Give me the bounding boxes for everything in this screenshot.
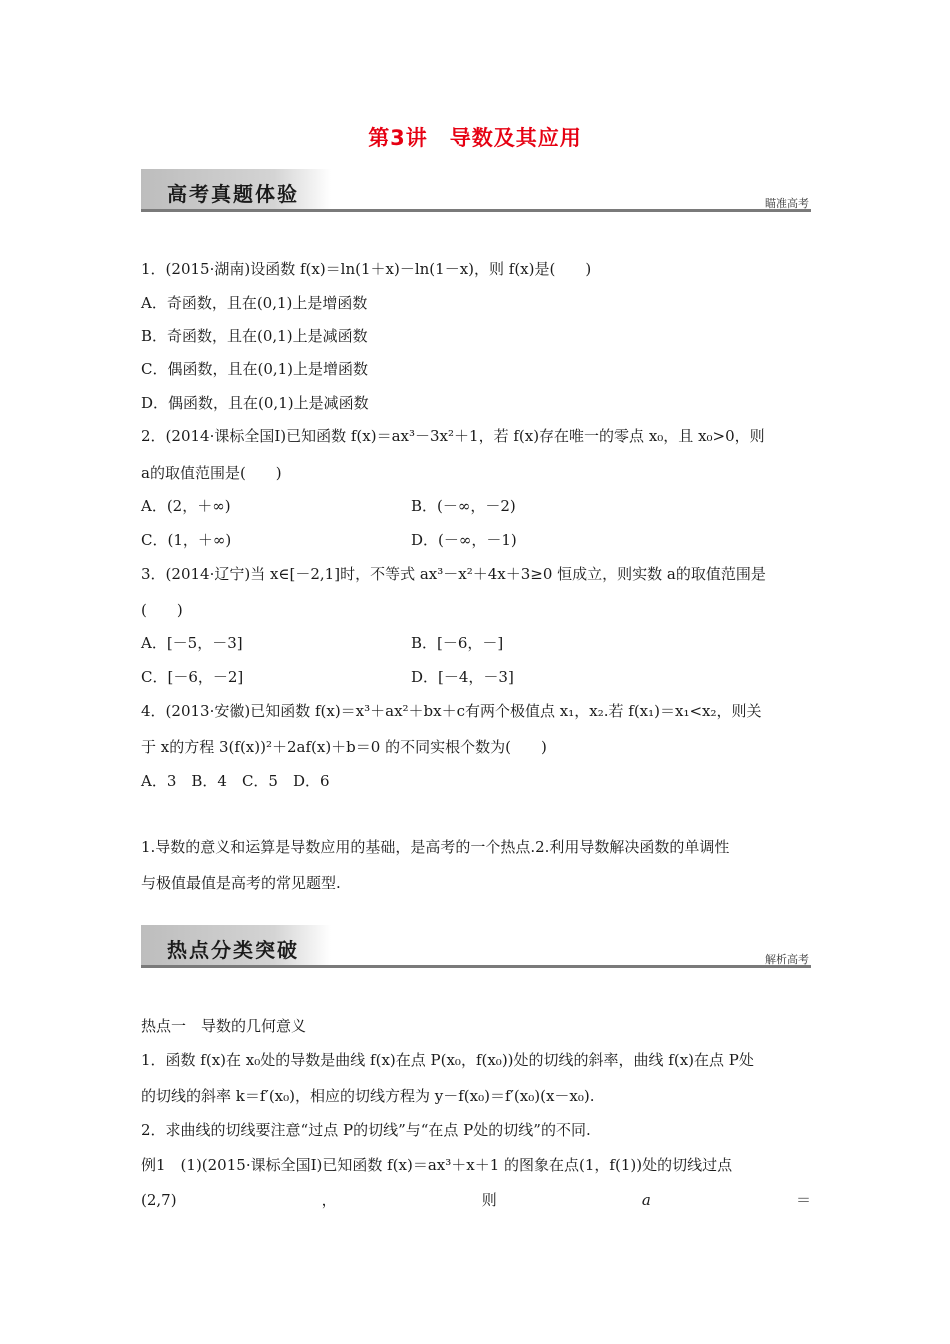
summary-line-2: 与极值最值是高考的常见题型. xyxy=(141,874,341,892)
question-3-option-b: B．[－6，－] xyxy=(411,634,504,652)
section-header-exam-review xyxy=(141,169,811,217)
summary-line-1: 1.导数的意义和运算是导数应用的基础，是高考的一个热点.2.利用导数解决函数的单调性 xyxy=(141,838,730,856)
question-4-options: A．3 B．4 C．5 D．6 xyxy=(141,772,330,790)
question-1-stem: 1．(2015·湖南)设函数 f(x)＝ln(1＋x)－ln(1－x)，则 f(x)是( ) xyxy=(141,260,592,278)
question-2-option-a: A．(2，＋∞) xyxy=(141,497,231,515)
hotspot-1-point-1-line1: 1．函数 f(x)在 x₀处的导数是曲线 f(x)在点 P(x₀，f(x₀))处的切线的斜率，曲线 f(x)在点 P处 xyxy=(141,1051,754,1069)
example-variable: a xyxy=(641,1191,651,1209)
example-1-line1: 例1 (1)(2015·课标全国Ⅰ)已知函数 f(x)＝ax³＋x＋1 的图象在点(1，f(1))处的切线过点 xyxy=(141,1156,733,1174)
question-2-stem-line1: 2．(2014·课标全国Ⅰ)已知函数 f(x)＝ax³－3x²＋1，若 f(x)存在唯一的零点 x₀，且 x₀>0，则 xyxy=(141,427,765,445)
question-3-option-a: A．[－5，－3] xyxy=(141,634,243,652)
section-tag: 解析高考 xyxy=(765,953,809,966)
question-4-stem-line1: 4．(2013·安徽)已知函数 f(x)＝x³＋ax²＋bx＋c有两个极值点 x₁，x₂.若 f(x₁)＝x₁<x₂，则关 xyxy=(141,702,762,720)
hotspot-1-point-1-line2: 的切线的斜率 k＝f′(x₀)，相应的切线方程为 y－f(x₀)＝f′(x₀)(x－x₀). xyxy=(141,1087,595,1105)
section-tag: 瞄准高考 xyxy=(765,197,809,210)
question-2-option-c: C．(1，＋∞) xyxy=(141,531,232,549)
section-heading: 热点分类突破 xyxy=(167,938,299,962)
question-1-option-b: B．奇函数，且在(0,1)上是减函数 xyxy=(141,327,368,345)
page-title: 第3讲 导数及其应用 xyxy=(368,126,582,150)
example-then: 则 xyxy=(481,1191,497,1209)
hotspot-1-title: 热点一 导数的几何意义 xyxy=(141,1017,307,1035)
question-3-stem-line1: 3．(2014·辽宁)当 x∈[－2,1]时，不等式 ax³－x²＋4x＋3≥0 恒成立，则实数 a的取值范围是 xyxy=(141,565,766,583)
example-equals: ＝ xyxy=(795,1191,811,1209)
question-4-stem-line2: 于 x的方程 3(f(x))²＋2af(x)＋b＝0 的不同实根个数为( ) xyxy=(141,738,547,756)
question-3-option-c: C．[－6，－2] xyxy=(141,668,244,686)
section-header-hotspots xyxy=(141,925,811,973)
question-2-stem-line2: a的取值范围是( ) xyxy=(141,464,282,482)
example-point: (2,7) xyxy=(141,1191,177,1209)
question-2-option-d: D．(－∞，－1) xyxy=(411,531,517,549)
example-comma: ， xyxy=(321,1191,337,1209)
hotspot-1-point-2: 2．求曲线的切线要注意“过点 P的切线”与“在点 P处的切线”的不同. xyxy=(141,1121,591,1139)
section-heading: 高考真题体验 xyxy=(167,182,299,206)
question-3-stem-line2: ( ) xyxy=(141,601,183,619)
question-1-option-d: D．偶函数，且在(0,1)上是减函数 xyxy=(141,394,369,412)
question-3-option-d: D．[－4，－3] xyxy=(411,668,514,686)
question-1-option-c: C．偶函数，且在(0,1)上是增函数 xyxy=(141,360,369,378)
example-1-line2 xyxy=(141,1190,811,1210)
question-2-option-b: B．(－∞，－2) xyxy=(411,497,516,515)
question-1-option-a: A．奇函数，且在(0,1)上是增函数 xyxy=(141,294,368,312)
